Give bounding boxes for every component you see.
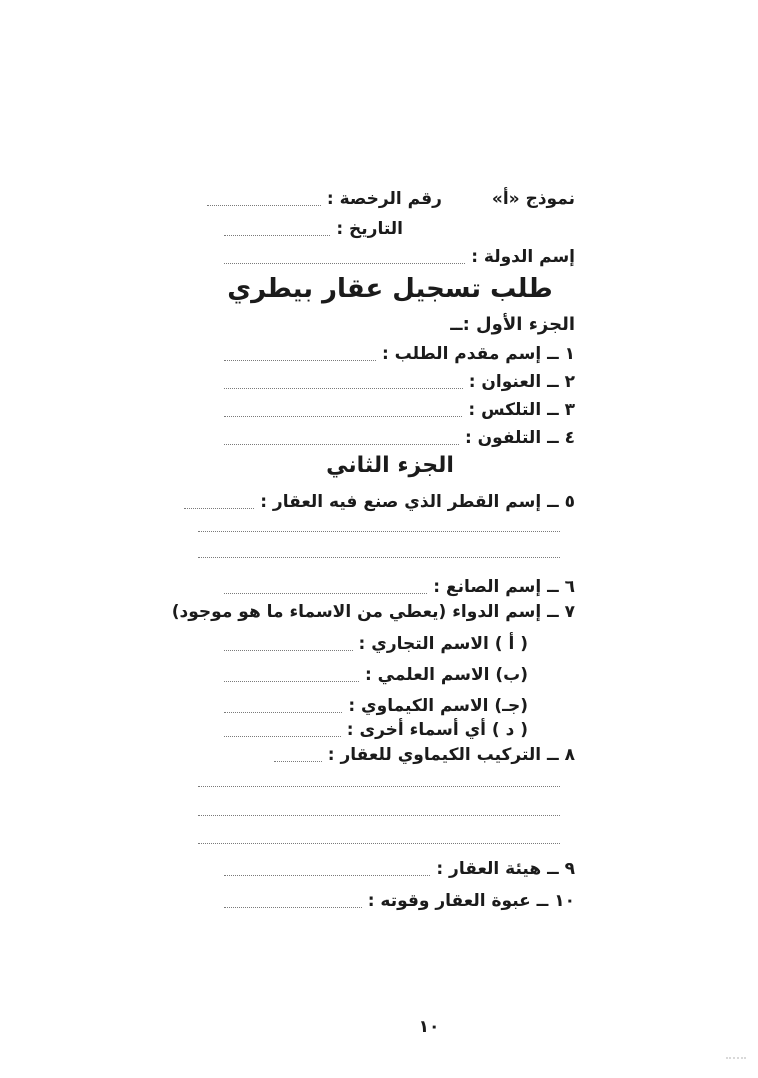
drug-package-strength-blank: [224, 907, 362, 908]
other-names-blank: [224, 736, 341, 737]
drug-name-note-label: ٧ ــ إسم الدواء (يعطي من الاسماء ما هو موجود): [171, 602, 575, 622]
field-drug-form: [222, 858, 575, 880]
country-row: [222, 246, 575, 268]
blank-dotted-line: [198, 531, 560, 532]
field-chemical-composition: [222, 744, 575, 766]
field-chemical-name: [222, 695, 575, 717]
chemical-name-blank: [224, 712, 342, 713]
blank-dotted-line: [198, 786, 560, 787]
other-names-label: ( د ) أي أسماء أخرى :: [346, 720, 528, 740]
telephone-blank: [224, 444, 459, 445]
manufacturer-name-label: ٦ ــ إسم الصانع :: [433, 577, 575, 597]
field-other-names: [222, 719, 575, 741]
date-label: التاريخ :: [336, 219, 403, 239]
field-address: [222, 371, 575, 393]
field-scientific-name: [222, 664, 575, 686]
blank-dotted-line: [198, 815, 560, 816]
telephone-label: ٤ ــ التلفون :: [464, 428, 575, 448]
scientific-name-blank: [224, 681, 359, 682]
manufacture-country-blank: [184, 508, 254, 509]
license-number-blank: [207, 205, 321, 206]
form-a-label: نموذج «أ»: [491, 189, 575, 209]
part-one-heading: الجزء الأول :ــ: [450, 314, 575, 335]
header-row: [205, 188, 575, 210]
telex-blank: [224, 416, 462, 417]
chemical-name-label: (جـ) الاسم الكيماوي :: [348, 696, 528, 716]
blank-dotted-line: [198, 557, 560, 558]
blank-dotted-line: [198, 843, 560, 844]
field-manufacture-country: [222, 491, 575, 513]
chemical-composition-label: ٨ ــ التركيب الكيماوي للعقار :: [327, 745, 575, 765]
address-label: ٢ ــ العنوان :: [468, 372, 575, 392]
drug-package-strength-label: ١٠ ــ عبوة العقار وقوته :: [367, 891, 575, 911]
part-two-heading: الجزء الثاني: [326, 453, 454, 478]
field-drug-name-note: [171, 601, 575, 623]
scan-noise: [726, 1057, 746, 1059]
field-drug-package-strength: [222, 890, 575, 912]
date-row: [222, 218, 575, 240]
address-blank: [224, 388, 463, 389]
applicant-name-blank: [224, 360, 376, 361]
applicant-name-label: ١ ــ إسم مقدم الطلب :: [381, 344, 575, 364]
form-title: طلب تسجيل عقار بيطري: [227, 274, 553, 304]
field-trade-name: [222, 633, 575, 655]
scientific-name-label: (ب) الاسم العلمي :: [364, 665, 528, 685]
country-name-label: إسم الدولة :: [471, 247, 575, 267]
field-telephone: [222, 427, 575, 449]
license-number-label: رقم الرخصة :: [326, 189, 442, 209]
field-telex: [222, 399, 575, 421]
manufacture-country-label: ٥ ــ إسم القطر الذي صنع فيه العقار :: [260, 492, 575, 512]
chemical-composition-blank: [274, 761, 322, 762]
field-manufacturer-name: [222, 576, 575, 598]
trade-name-label: ( أ ) الاسم التجاري :: [358, 634, 528, 654]
field-applicant-name: [222, 343, 575, 365]
drug-form-blank: [224, 875, 430, 876]
date-blank: [224, 235, 330, 236]
country-name-blank: [224, 263, 465, 264]
drug-form-label: ٩ ــ هيئة العقار :: [436, 859, 575, 879]
telex-label: ٣ ــ التلكس :: [468, 400, 575, 420]
page-number: ١٠: [418, 1017, 440, 1037]
trade-name-blank: [224, 650, 353, 651]
manufacturer-name-blank: [224, 593, 427, 594]
